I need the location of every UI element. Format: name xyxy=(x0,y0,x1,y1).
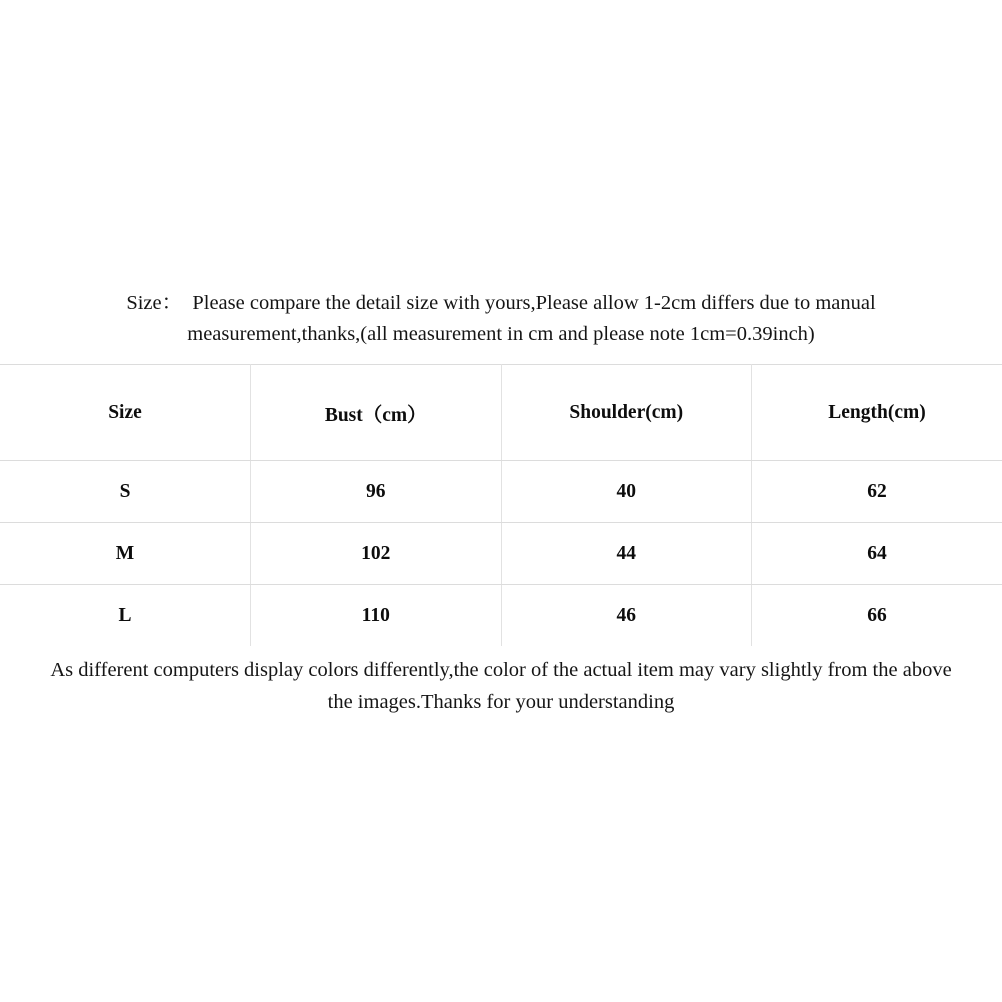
size-chart-content xyxy=(0,288,1002,718)
cell-size: M xyxy=(0,523,251,585)
table-row xyxy=(0,461,1002,523)
table-row xyxy=(0,585,1002,647)
cell-length: 66 xyxy=(752,585,1002,647)
color-disclaimer-line-1: As different computers display colors differently,the color of the actual item may vary slightly from the above xyxy=(50,659,952,681)
table-header-row xyxy=(0,365,1002,461)
size-instructions-line-2: measurement,thanks,(all measurement in cm and please note 1cm=0.39inch) xyxy=(187,323,815,345)
size-table-head xyxy=(0,365,1002,461)
size-instructions-line-1 xyxy=(30,288,972,319)
cell-length: 64 xyxy=(752,523,1002,585)
table-row xyxy=(0,523,1002,585)
column-header-length: Length(cm) xyxy=(752,365,1002,461)
cell-size: S xyxy=(0,461,251,523)
cell-size: L xyxy=(0,585,251,647)
size-instructions xyxy=(0,288,1002,350)
size-instructions-text-1: Please compare the detail size with yours,Please allow 1-2cm differs due to manual xyxy=(192,292,876,314)
size-label: Size： xyxy=(126,292,183,314)
cell-length: 62 xyxy=(752,461,1002,523)
column-header-size: Size xyxy=(0,365,251,461)
column-header-bust: Bust（cm） xyxy=(251,365,502,461)
cell-bust: 102 xyxy=(251,523,502,585)
size-table xyxy=(0,364,1002,646)
color-disclaimer-line-2: the images.Thanks for your understanding xyxy=(327,691,675,713)
cell-shoulder: 46 xyxy=(501,585,752,647)
size-table-body xyxy=(0,461,1002,647)
cell-bust: 96 xyxy=(251,461,502,523)
cell-bust: 110 xyxy=(251,585,502,647)
cell-shoulder: 44 xyxy=(501,523,752,585)
color-disclaimer xyxy=(0,654,1002,718)
cell-shoulder: 40 xyxy=(501,461,752,523)
column-header-shoulder: Shoulder(cm) xyxy=(501,365,752,461)
